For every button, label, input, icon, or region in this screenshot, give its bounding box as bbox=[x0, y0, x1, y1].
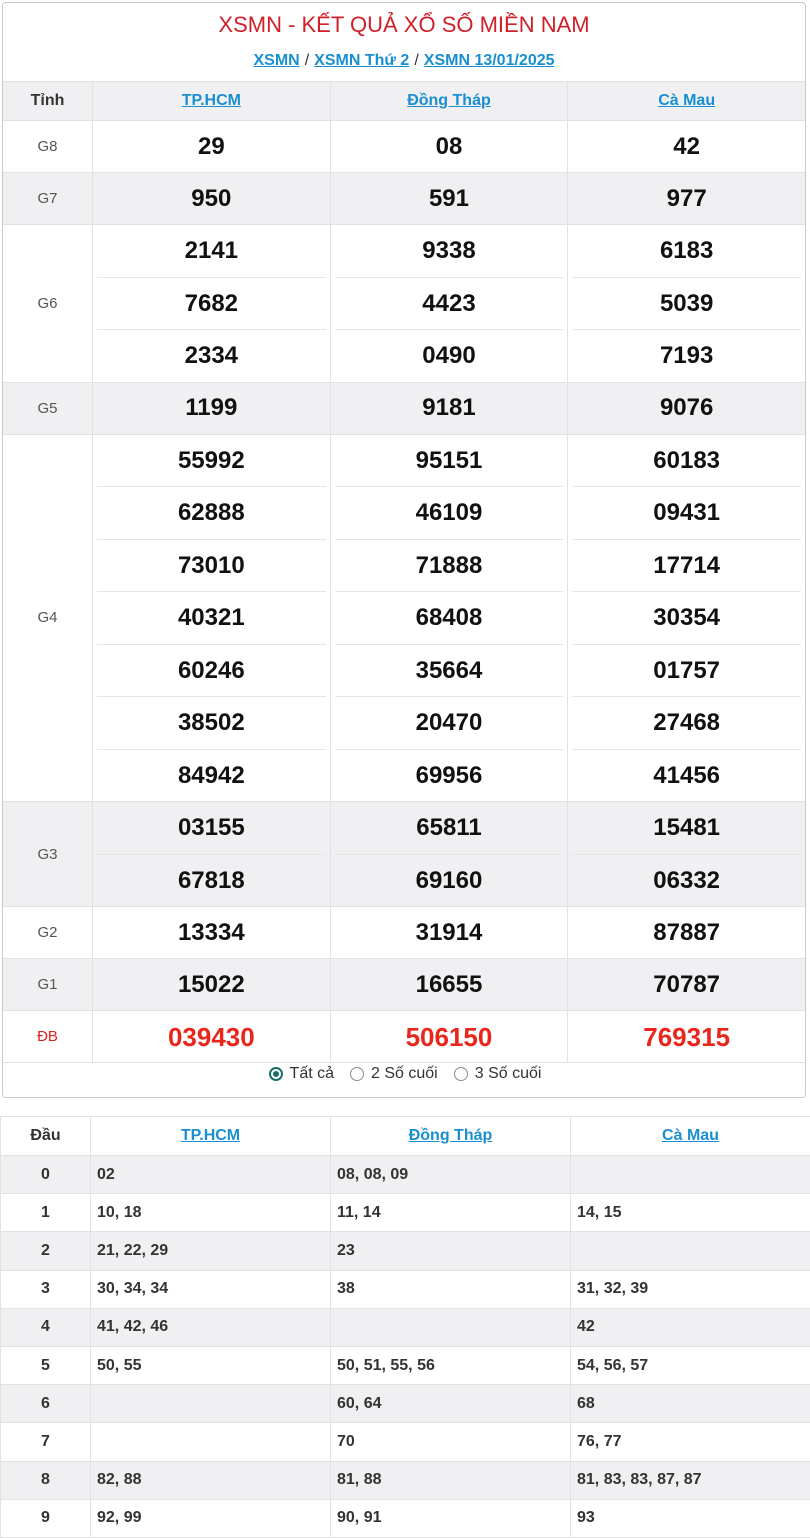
province-header-dong-thap bbox=[330, 82, 568, 121]
loto-cell: 31, 32, 39 bbox=[571, 1270, 810, 1308]
prize-label: G6 bbox=[3, 225, 93, 383]
prize-label: G4 bbox=[3, 434, 93, 802]
results-card bbox=[2, 2, 806, 1098]
loto-cell bbox=[91, 1423, 331, 1461]
prize-number: 29 bbox=[197, 132, 225, 160]
loto-header-row bbox=[1, 1117, 810, 1156]
prize-number: 977 bbox=[666, 184, 707, 212]
prize-cell bbox=[330, 121, 568, 173]
loto-row bbox=[1, 1232, 810, 1270]
prize-number: 506150 bbox=[405, 1021, 493, 1052]
loto-province-link-dong-thap[interactable]: Đồng Tháp bbox=[408, 1127, 493, 1144]
dau-digit: 8 bbox=[1, 1461, 91, 1499]
loto-row bbox=[1, 1385, 810, 1423]
loto-cell: 21, 22, 29 bbox=[91, 1232, 331, 1270]
prize-number: 30354 bbox=[572, 592, 801, 645]
prize-cell bbox=[330, 802, 568, 907]
prize-number: 62888 bbox=[97, 487, 326, 540]
breadcrumb-separator: / bbox=[304, 52, 310, 69]
breadcrumb-separator: / bbox=[414, 52, 419, 69]
dau-digit: 2 bbox=[1, 1232, 91, 1270]
loto-cell: 68 bbox=[571, 1385, 810, 1423]
prize-cell bbox=[568, 434, 806, 802]
loto-row bbox=[1, 1308, 810, 1346]
loto-cell: 70 bbox=[331, 1423, 571, 1461]
prize-number: 591 bbox=[428, 184, 469, 212]
province-link-dong-thap[interactable]: Đồng Tháp bbox=[407, 92, 491, 109]
prize-row bbox=[3, 173, 806, 225]
loto-header-dong-thap bbox=[331, 1117, 571, 1156]
loto-cell bbox=[91, 1385, 331, 1423]
breadcrumb-date-link[interactable]: XSMN 13/01/2025 bbox=[423, 52, 555, 69]
prize-label: G7 bbox=[3, 173, 93, 225]
filter-label: Tất cả bbox=[289, 1065, 335, 1082]
loto-row bbox=[1, 1270, 810, 1308]
dau-column-header: Đầu bbox=[1, 1117, 91, 1156]
loto-header-ca-mau bbox=[571, 1117, 810, 1156]
loto-row bbox=[1, 1194, 810, 1232]
prize-row bbox=[3, 382, 806, 434]
loto-header-tphcm bbox=[91, 1117, 331, 1156]
dau-digit: 1 bbox=[1, 1194, 91, 1232]
prize-label: G8 bbox=[3, 121, 93, 173]
loto-row bbox=[1, 1346, 810, 1384]
prize-number: 70787 bbox=[653, 970, 721, 998]
loto-province-link-ca-mau[interactable]: Cà Mau bbox=[662, 1127, 719, 1144]
prize-cell bbox=[568, 959, 806, 1011]
prize-number: 17714 bbox=[572, 540, 801, 593]
prize-number: 41456 bbox=[653, 761, 721, 789]
page-title: XSMN - KẾT QUẢ XỔ SỐ MIỀN NAM bbox=[218, 12, 590, 37]
loto-cell: 10, 18 bbox=[91, 1194, 331, 1232]
prize-number: 20470 bbox=[335, 697, 564, 750]
dau-digit: 0 bbox=[1, 1156, 91, 1194]
filter-label: 3 Số cuối bbox=[474, 1065, 542, 1082]
prize-number: 03155 bbox=[97, 802, 326, 855]
prize-cell bbox=[330, 434, 568, 802]
loto-cell: 90, 91 bbox=[331, 1499, 571, 1537]
breadcrumb-weekday-link[interactable]: XSMN Thứ 2 bbox=[314, 52, 410, 69]
prize-number: 35664 bbox=[335, 645, 564, 698]
loto-cell: 82, 88 bbox=[91, 1461, 331, 1499]
loto-cell: 76, 77 bbox=[571, 1423, 810, 1461]
loto-cell: 02 bbox=[91, 1156, 331, 1194]
prize-number: 0490 bbox=[422, 342, 476, 369]
prize-number: 6183 bbox=[572, 225, 801, 278]
prize-number: 42 bbox=[673, 132, 700, 160]
radio-selected-icon[interactable] bbox=[269, 1067, 283, 1081]
prize-row bbox=[3, 121, 806, 173]
loto-cell bbox=[571, 1232, 810, 1270]
loto-row bbox=[1, 1461, 810, 1499]
prize-number: 65811 bbox=[335, 802, 564, 855]
radio-empty-icon[interactable] bbox=[350, 1067, 364, 1081]
loto-cell: 23 bbox=[331, 1232, 571, 1270]
prize-cell bbox=[568, 802, 806, 907]
prize-number: 84942 bbox=[177, 761, 245, 789]
prize-number: 2334 bbox=[184, 342, 239, 369]
prize-number: 769315 bbox=[643, 1021, 731, 1052]
prize-number: 67818 bbox=[177, 866, 245, 894]
dau-digit: 7 bbox=[1, 1423, 91, 1461]
loto-cell: 54, 56, 57 bbox=[571, 1346, 810, 1384]
prize-cell bbox=[568, 121, 806, 173]
prize-number: 60183 bbox=[572, 435, 801, 488]
prize-row bbox=[3, 907, 806, 959]
radio-empty-icon[interactable] bbox=[454, 1067, 468, 1081]
prize-cell bbox=[568, 225, 806, 383]
loto-cell: 30, 34, 34 bbox=[91, 1270, 331, 1308]
prize-label: G5 bbox=[3, 382, 93, 434]
prize-cell bbox=[93, 382, 331, 434]
loto-cell: 81, 88 bbox=[331, 1461, 571, 1499]
prize-cell bbox=[330, 382, 568, 434]
prize-number: 9181 bbox=[422, 394, 476, 421]
breadcrumb-xsmn-link[interactable]: XSMN bbox=[253, 52, 300, 69]
prize-cell bbox=[568, 382, 806, 434]
prize-number: 69160 bbox=[415, 866, 483, 894]
prize-number: 16655 bbox=[415, 970, 483, 998]
prize-row bbox=[3, 959, 806, 1011]
prize-number: 01757 bbox=[572, 645, 801, 698]
prize-number: 7193 bbox=[659, 342, 714, 369]
filter-all-option[interactable] bbox=[269, 1065, 334, 1083]
loto-cell: 50, 55 bbox=[91, 1346, 331, 1384]
province-header-ca-mau bbox=[568, 82, 806, 121]
prize-cell bbox=[93, 959, 331, 1011]
province-header-tphcm bbox=[93, 82, 331, 121]
prize-number: 15022 bbox=[177, 970, 245, 998]
loto-cell bbox=[331, 1308, 571, 1346]
prize-number: 13334 bbox=[177, 918, 245, 946]
prize-number: 9338 bbox=[335, 225, 564, 278]
prize-label: G2 bbox=[3, 907, 93, 959]
prize-row bbox=[3, 434, 806, 802]
prize-number: 06332 bbox=[653, 866, 721, 894]
prize-number: 55992 bbox=[97, 435, 326, 488]
loto-cell: 50, 51, 55, 56 bbox=[331, 1346, 571, 1384]
prize-number: 08 bbox=[435, 132, 463, 160]
province-link-tphcm[interactable]: TP.HCM bbox=[181, 92, 241, 109]
prize-cell bbox=[330, 225, 568, 383]
prize-number: 68408 bbox=[335, 592, 564, 645]
loto-cell: 11, 14 bbox=[331, 1194, 571, 1232]
results-table bbox=[2, 81, 806, 1063]
prize-cell bbox=[93, 173, 331, 225]
prize-number: 73010 bbox=[97, 540, 326, 593]
loto-cell: 08, 08, 09 bbox=[331, 1156, 571, 1194]
prize-number: 15481 bbox=[572, 802, 801, 855]
prize-number: 09431 bbox=[572, 487, 801, 540]
prize-cell bbox=[93, 802, 331, 907]
prize-number: 69956 bbox=[415, 761, 483, 789]
loto-cell: 14, 15 bbox=[571, 1194, 810, 1232]
prize-label: G1 bbox=[3, 959, 93, 1011]
loto-cell: 42 bbox=[571, 1308, 810, 1346]
prize-number: 46109 bbox=[335, 487, 564, 540]
prize-number: 71888 bbox=[335, 540, 564, 593]
filter-last-3-option[interactable] bbox=[454, 1065, 542, 1083]
loto-table bbox=[0, 1116, 810, 1538]
prize-number: 31914 bbox=[415, 918, 483, 946]
results-header-row bbox=[3, 82, 806, 121]
digit-filter bbox=[3, 1051, 806, 1097]
dau-digit: 4 bbox=[1, 1308, 91, 1346]
loto-province-link-tphcm[interactable]: TP.HCM bbox=[180, 1127, 241, 1144]
province-link-ca-mau[interactable]: Cà Mau bbox=[658, 92, 716, 109]
loto-row bbox=[1, 1499, 810, 1537]
dau-digit: 5 bbox=[1, 1346, 91, 1384]
loto-row bbox=[1, 1423, 810, 1461]
prize-number: 2141 bbox=[97, 225, 326, 278]
prize-cell bbox=[330, 173, 568, 225]
dau-digit: 6 bbox=[1, 1385, 91, 1423]
prize-number: 38502 bbox=[97, 697, 326, 750]
loto-row bbox=[1, 1156, 810, 1194]
loto-cell: 41, 42, 46 bbox=[91, 1308, 331, 1346]
prize-number: 95151 bbox=[335, 435, 564, 488]
breadcrumb bbox=[3, 47, 805, 79]
loto-cell: 93 bbox=[571, 1499, 810, 1537]
prize-row bbox=[3, 802, 806, 907]
loto-cell: 60, 64 bbox=[331, 1385, 571, 1423]
prize-number: 9076 bbox=[659, 394, 714, 421]
prize-label: G3 bbox=[3, 802, 93, 907]
dau-digit: 9 bbox=[1, 1499, 91, 1537]
prize-number: 5039 bbox=[572, 278, 801, 331]
loto-cell: 81, 83, 83, 87, 87 bbox=[571, 1461, 810, 1499]
prize-cell bbox=[330, 959, 568, 1011]
prize-number: 87887 bbox=[653, 918, 721, 946]
prize-cell bbox=[93, 121, 331, 173]
prize-number: 40321 bbox=[97, 592, 326, 645]
province-column-header: Tỉnh bbox=[3, 82, 93, 121]
prize-number: 039430 bbox=[167, 1021, 255, 1052]
filter-last-2-option[interactable] bbox=[350, 1065, 438, 1083]
filter-label: 2 Số cuối bbox=[371, 1065, 438, 1082]
prize-cell bbox=[93, 225, 331, 383]
loto-cell: 38 bbox=[331, 1270, 571, 1308]
prize-cell bbox=[93, 434, 331, 802]
prize-number: 7682 bbox=[97, 278, 326, 331]
prize-number: 1199 bbox=[185, 394, 238, 421]
loto-cell: 92, 99 bbox=[91, 1499, 331, 1537]
prize-number: 4423 bbox=[335, 278, 564, 331]
dau-digit: 3 bbox=[1, 1270, 91, 1308]
prize-number: 950 bbox=[191, 184, 232, 212]
prize-number: 60246 bbox=[97, 645, 326, 698]
prize-cell bbox=[568, 907, 806, 959]
prize-cell bbox=[568, 173, 806, 225]
loto-cell bbox=[571, 1156, 810, 1194]
prize-label: ĐB bbox=[3, 1011, 93, 1063]
prize-number: 27468 bbox=[572, 697, 801, 750]
prize-cell bbox=[93, 907, 331, 959]
prize-cell bbox=[330, 907, 568, 959]
prize-row bbox=[3, 225, 806, 383]
